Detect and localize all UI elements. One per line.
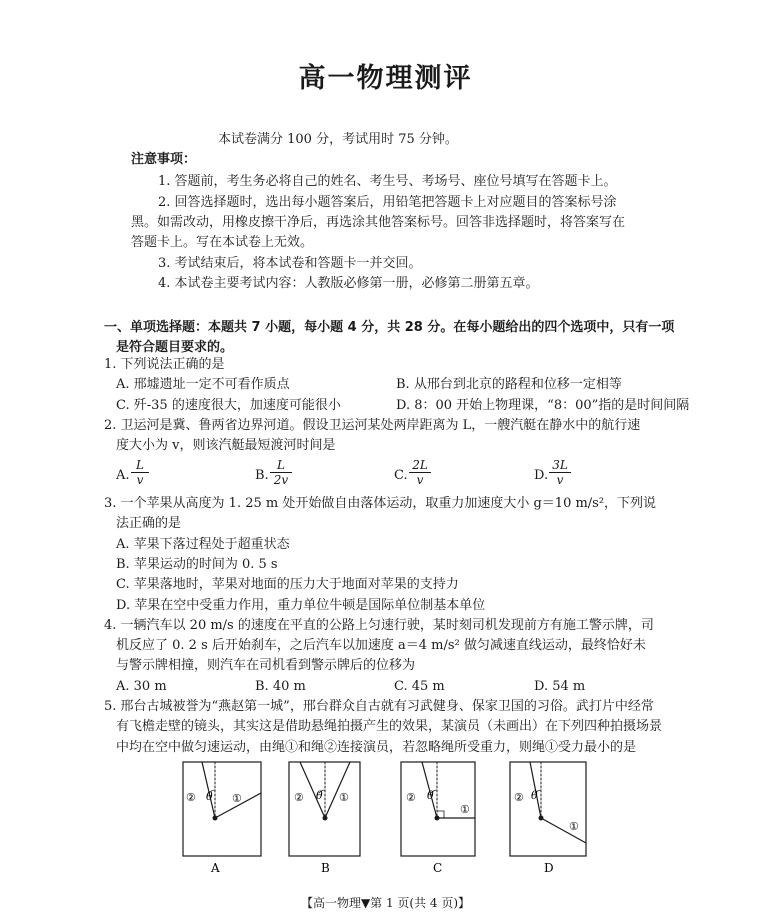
q2-stem-line1: 2. 卫运河是冀、鲁两省边界河道。假设卫运河某处两岸距离为 L，一艘汽艇在静水中的航行速: [104, 418, 641, 433]
note-2: 2. 回答选择题时，选出每小题答案后，用铅笔把答题卡上对应题目的答案标号涂: [158, 195, 617, 210]
q2-label-b: B.: [255, 468, 269, 483]
knot-b: [323, 816, 328, 821]
note-1: 1. 答题前，考生务必将自己的姓名、考生号、考场号、座位号填写在答题卡上。: [158, 174, 617, 189]
frame-a: [183, 762, 261, 856]
knot-d: [539, 816, 544, 821]
diagram-a: [183, 762, 261, 875]
q1-option-c: C. 歼-35 的速度很大，加速度可能很小: [116, 398, 341, 413]
rope2-label-c: ②: [406, 791, 416, 804]
rope1-label-b: ①: [339, 791, 349, 804]
q4-option-c: C. 45 m: [394, 679, 445, 694]
rope2-label-b: ②: [294, 791, 304, 804]
q4-stem-line3: 与警示牌相撞，则汽车在司机看到警示牌后的位移为: [116, 658, 416, 673]
rope1-label-c: ①: [460, 803, 470, 816]
caption-b: B: [321, 861, 330, 875]
q2-a-denominator: v: [136, 473, 144, 487]
page-title: 高一物理测评: [298, 63, 473, 94]
notes-heading: 注意事项：: [131, 152, 197, 167]
q5-stem-line1: 5. 邢台古城被誉为“燕赵第一城”，邢台群众自古就有习武健身、保家卫国的习俗。武打片中经常: [104, 699, 654, 714]
knot-a: [213, 816, 218, 821]
note-4: 4. 本试卷主要考试内容：人教版必修第一册，必修第二册第五章。: [158, 276, 539, 291]
frame-b: [289, 762, 360, 856]
q2-d-numerator: 3L: [549, 458, 571, 473]
note-3: 3. 考试结束后，将本试卷和答题卡一并交回。: [158, 256, 422, 271]
note-2-cont2: 答题卡上。写在本试卷上无效。: [131, 235, 314, 250]
q2-label-c: C.: [394, 468, 408, 483]
q4-option-d: D. 54 m: [534, 679, 586, 694]
q2-b-denominator: 2v: [273, 473, 289, 487]
q4-option-a: A. 30 m: [116, 679, 167, 694]
caption-c: C: [433, 861, 443, 875]
q1-stem: 1. 下列说法正确的是: [104, 357, 225, 372]
q3-stem-line1: 3. 一个苹果从高度为 1. 25 m 处开始做自由落体运动，取重力加速度大小 g＝10 m/s²，下列说: [104, 496, 657, 511]
rope2-label-a: ②: [186, 791, 196, 804]
q2-c-denominator: v: [416, 473, 424, 487]
rope1-label-a: ①: [232, 792, 242, 805]
q3-option-a: A. 苹果下落过程处于超重状态: [116, 537, 290, 552]
q5-stem-line3: 中均在空中做匀速运动，由绳①和绳②连接演员，若忽略绳所受重力，则绳①受力最小的是: [116, 740, 637, 755]
q2-a-numerator: L: [131, 458, 149, 473]
diagram-d: [510, 762, 586, 875]
rope1-label-d: ①: [569, 820, 579, 833]
q1-option-d: D. 8：00 开始上物理课，“8：00”指的是时间间隔: [396, 398, 690, 413]
q3-stem-line2: 法正确的是: [116, 516, 182, 531]
caption-a: A: [211, 861, 220, 875]
rope1-b: [325, 762, 350, 818]
note-2-cont: 黑。如需改动，用橡皮擦干净后，再选涂其他答案标号。回答非选择题时，将答案写在: [131, 215, 626, 230]
exam-intro: 本试卷满分 100 分，考试用时 75 分钟。: [218, 132, 458, 147]
theta-b: θ: [316, 789, 323, 802]
q2-label-d: D.: [534, 468, 549, 483]
diagram-c: [401, 762, 475, 875]
knot-c: [435, 816, 440, 821]
section-heading-cont: 是符合题目要求的。: [116, 340, 234, 355]
q2-stem-line2: 度大小为 v，则该汽艇最短渡河时间是: [116, 438, 336, 453]
q5-stem-line2: 有飞檐走壁的镜头，其实这是借助悬绳拍摄产生的效果，某演员（未画出）在下列四种拍摄场景: [116, 719, 663, 734]
q2-b-numerator: L: [270, 458, 292, 473]
q3-option-c: C. 苹果落地时，苹果对地面的压力大于地面对苹果的支持力: [116, 577, 459, 592]
frame-d: [510, 762, 586, 856]
section-heading: 一、单项选择题：本题共 7 小题，每小题 4 分，共 28 分。在每小题给出的四个选项中，只有一项: [104, 320, 675, 335]
theta-d: θ: [531, 789, 538, 802]
theta-c: θ: [427, 789, 434, 802]
rope1-d: [541, 818, 586, 843]
q2-label-a: A.: [116, 468, 130, 483]
q4-stem-line1: 4. 一辆汽车以 20 m/s 的速度在平直的公路上匀速行驶，某时刻司机发现前方有施工警示牌，司: [104, 618, 654, 633]
q2-c-numerator: 2L: [409, 458, 431, 473]
q4-stem-line2: 机反应了 0. 2 s 后开始刹车，之后汽车以加速度 a＝4 m/s² 做匀减速直线运动，最终恰好未: [116, 638, 646, 653]
diagram-b: [289, 762, 360, 875]
q3-option-d: D. 苹果在空中受重力作用，重力单位牛顿是国际单位制基本单位: [116, 598, 486, 613]
q2-d-denominator: v: [556, 473, 564, 487]
page-footer: 【高一物理▼第 1 页(共 4 页)】: [300, 896, 471, 910]
theta-a: θ: [206, 790, 213, 803]
rope2-label-d: ②: [514, 791, 524, 804]
caption-d: D: [544, 861, 554, 875]
q4-option-b: B. 40 m: [255, 679, 306, 694]
q3-option-b: B. 苹果运动的时间为 0. 5 s: [116, 557, 278, 572]
q1-option-a: A. 邢墟遗址一定不可看作质点: [116, 377, 290, 392]
q1-option-b: B. 从邢台到北京的路程和位移一定相等: [396, 377, 622, 392]
